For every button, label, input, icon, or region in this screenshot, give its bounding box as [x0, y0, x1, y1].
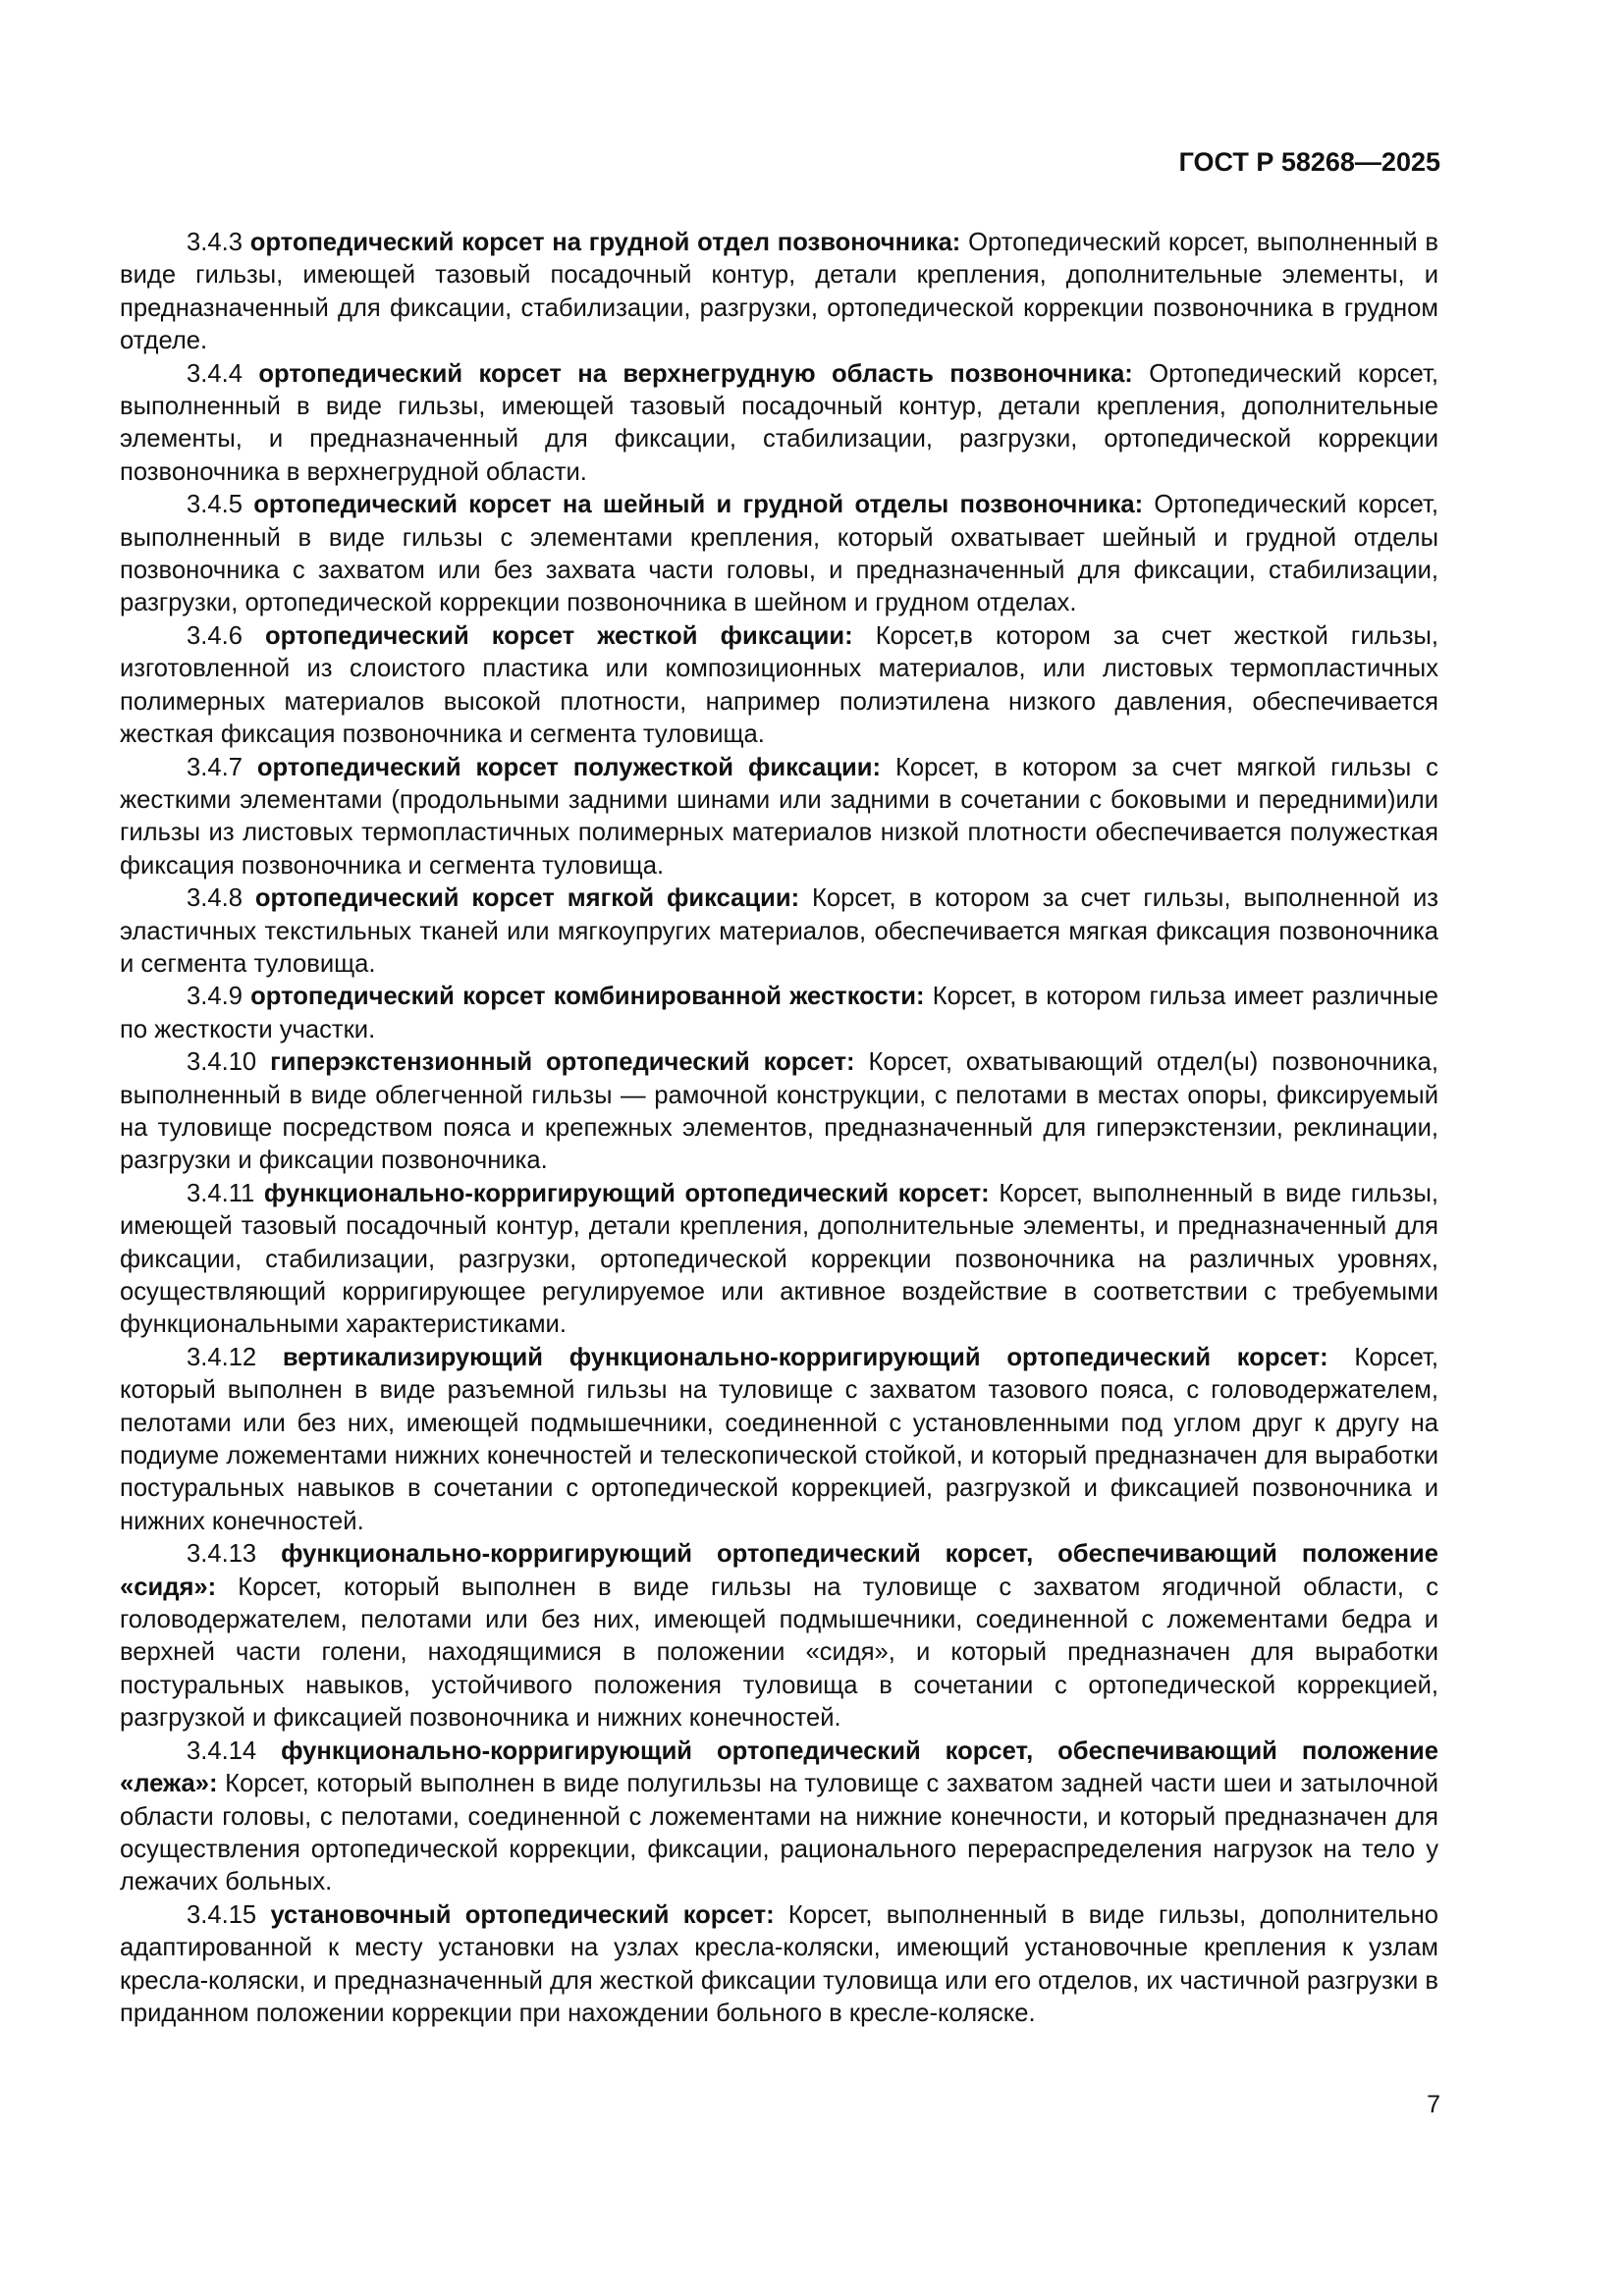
clause-number: 3.4.15: [187, 1900, 257, 1929]
definition-text: Корсет, который выполнен в виде полугильзы на туловище с захватом задней части шеи и затылочной области головы, с пелотами, соединенной с ложементами на нижние конечности, и который предназначен для осуществления ортопедической коррекции, фиксации, рационального перераспределения нагрузок на тело у лежачих больных.: [120, 1770, 1438, 1896]
definition-text: Корсет, который выполнен в виде разъемной гильзы на туловище с захватом тазового пояса, с головодержателем, пелотами или без них, имеющей подмышечники, соединенной с установленными под углом друг к другу на подиуме ложементами нижних конечностей и телескопической стойкой, и который предназначен для выработки постуральных навыков в сочетании с ортопедической коррекцией, разгрузкой и фиксацией позвоночника и нижних конечностей.: [120, 1343, 1438, 1535]
term: гиперэкстензионный ортопедический корсет:: [270, 1048, 855, 1077]
term: ортопедический корсет полужесткой фиксации:: [256, 753, 882, 781]
clause-number: 3.4.8: [187, 884, 243, 913]
term: ортопедический корсет на верхнегрудную область позвоночника:: [258, 359, 1133, 388]
term: ортопедический корсет жесткой фиксации:: [265, 621, 853, 650]
term: ортопедический корсет на шейный и грудной отделы позвоночника:: [253, 491, 1144, 519]
definition-text: Корсет, в котором за счет гильзы, выполненной из эластичных текстильных тканей или мягкоупругих материалов, обеспечивается мягкая фиксация позвоночника и сегмента туловища.: [120, 884, 1438, 978]
clause-number: 3.4.10: [187, 1048, 257, 1077]
definition-item: [120, 1538, 1438, 1735]
definition-text: Корсет, в котором за счет мягкой гильзы с жесткими элементами (продольными задними шинами или задними в сочетании с боковыми и передними)или гильзы из листовых термопластичных полимерных материалов низкой плотности обеспечивается полужесткая фиксация позвоночника и сегмента туловища.: [120, 753, 1438, 880]
clause-number: 3.4.13: [187, 1540, 257, 1569]
definition-text: Ортопедический корсет, выполненный в виде гильзы, имеющей тазовый посадочный контур, детали крепления, дополнительные элементы, и предназначенный для фиксации, стабилизации, разгрузки, ортопедической коррекции позвоночника в грудном отделе.: [120, 229, 1438, 355]
definition-item: [120, 752, 1438, 883]
definition-item: [120, 1735, 1438, 1899]
definition-text: Корсет, охватывающий отдел(ы) позвоночника, выполненный в виде облегченной гильзы — рамочной конструкции, с пелотами в местах опоры, фиксируемый на туловище посредством пояса и крепежных элементов, предназначенный для гиперэкстензии, реклинации, разгрузки и фиксации позвоночника.: [120, 1048, 1438, 1175]
definition-item: [120, 227, 1438, 358]
definition-item: [120, 1178, 1438, 1342]
clause-number: 3.4.6: [187, 621, 243, 650]
clause-number: 3.4.11: [187, 1179, 255, 1207]
definition-text: Корсет, выполненный в виде гильзы, дополнительно адаптированной к месту установки на узлах кресла-коляски, имеющий установочные крепления к узлам кресла-коляски, и предназначенный для жесткой фиксации туловища или его отделов, их частичной разгрузки в приданном положении коррекции при нахождении больного в кресле-коляске.: [120, 1900, 1438, 2027]
definition-item: [120, 620, 1438, 752]
definitions-body: [120, 227, 1438, 2030]
term: функционально-корригирующий ортопедический корсет:: [263, 1179, 990, 1207]
definition-text: Корсет, выполненный в виде гильзы, имеющей тазовый посадочный контур, детали крепления, дополнительные элементы, и предназначенный для фиксации, стабилизации, разгрузки, ортопедической коррекции позвоночника на различных уровнях, осуществляющий корригирующее регулируемое или активное воздействие в соответствии с требуемыми функциональными характеристиками.: [120, 1179, 1438, 1339]
term: вертикализирующий функционально-корригирующий ортопедический корсет:: [282, 1343, 1328, 1371]
definition-item: [120, 1342, 1438, 1538]
definition-text: Корсет, который выполнен в виде гильзы на туловище с захватом ягодичной области, с головодержателем, пелотами или без них, имеющей подмышечники, соединенной с ложементами бедра и верхней части голени, находящимися в положении «сидя», и который предназначен для выработки постуральных навыков, устойчивого положения туловища в сочетании с ортопедической коррекцией, разгрузкой и фиксацией позвоночника и нижних конечностей.: [120, 1573, 1438, 1733]
definition-text: Ортопедический корсет, выполненный в виде гильзы, имеющей тазовый посадочный контур, детали крепления, дополнительные элементы, и предназначенный для фиксации, стабилизации, разгрузки, ортопедической коррекции позвоночника в верхнегрудной области.: [120, 359, 1438, 486]
clause-number: 3.4.4: [187, 359, 243, 388]
term: ортопедический корсет комбинированной жесткости:: [250, 983, 925, 1011]
term: установочный ортопедический корсет:: [270, 1900, 775, 1929]
page-number: 7: [1427, 2091, 1440, 2118]
definition-item: [120, 981, 1438, 1046]
standard-header: ГОСТ Р 58268—2025: [1178, 147, 1440, 177]
clause-number: 3.4.5: [187, 491, 243, 519]
clause-number: 3.4.3: [187, 229, 243, 256]
clause-number: 3.4.14: [187, 1736, 257, 1765]
clause-number: 3.4.9: [187, 983, 243, 1011]
definition-item: [120, 358, 1438, 490]
term: функционально-корригирующий ортопедический корсет, обеспечивающий положение «сидя»:: [120, 1540, 1438, 1601]
definition-item: [120, 882, 1438, 981]
clause-number: 3.4.7: [187, 753, 243, 781]
definition-item: [120, 1899, 1438, 2031]
term: ортопедический корсет мягкой фиксации:: [254, 884, 800, 913]
term: функционально-корригирующий ортопедический корсет, обеспечивающий положение «лежа»:: [120, 1736, 1438, 1798]
definition-text: Ортопедический корсет, выполненный в виде гильзы с элементами крепления, который охватывает шейный и грудной отделы позвоночника с захватом или без захвата части головы, и предназначенный для фиксации, стабилизации, разгрузки, ортопедической коррекции позвоночника в шейном и грудном отделах.: [120, 491, 1438, 617]
definition-text: Корсет,в котором за счет жесткой гильзы, изготовленной из слоистого пластика или композиционных материалов, или листовых термопластичных полимерных материалов высокой плотности, например полиэтилена низкого давления, обеспечивается жесткая фиксация позвоночника и сегмента туловища.: [120, 621, 1438, 749]
definition-text: Корсет, в котором гильза имеет различные по жесткости участки.: [120, 983, 1438, 1043]
definition-item: [120, 489, 1438, 620]
definition-item: [120, 1046, 1438, 1178]
term: ортопедический корсет на грудной отдел позвоночника:: [249, 229, 961, 256]
clause-number: 3.4.12: [187, 1343, 257, 1371]
